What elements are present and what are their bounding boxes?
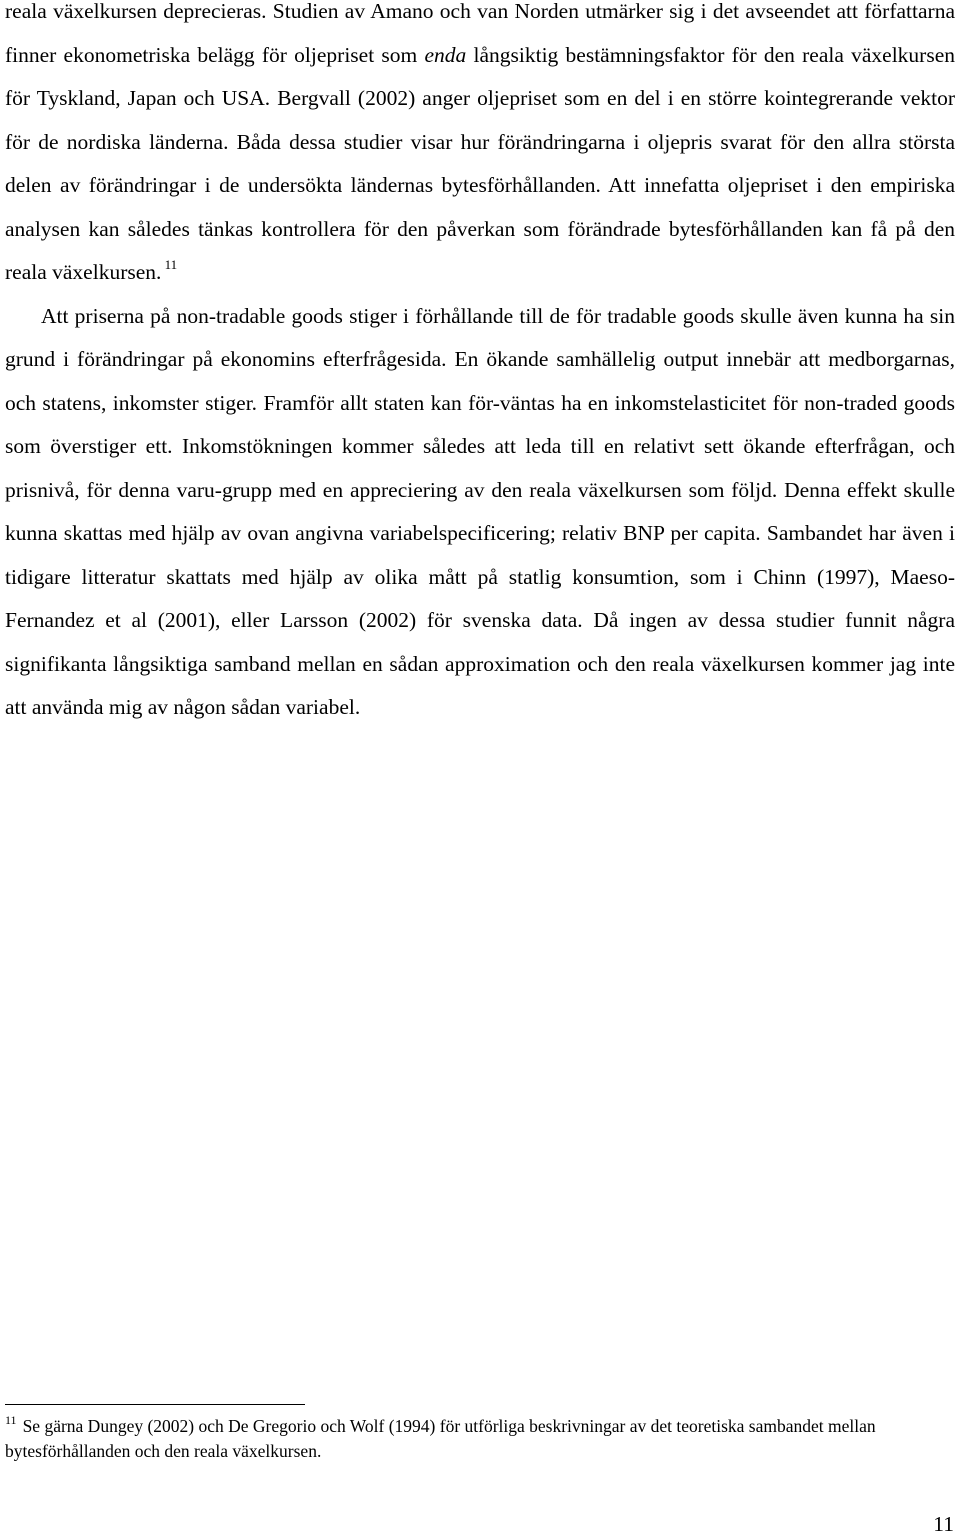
page-number: 11 xyxy=(933,1512,954,1536)
emphasis-enda: enda xyxy=(424,42,467,67)
paragraph-2: Att priserna på non-tradable goods stiger i förhållande till de för tradable goods skulle även kunna ha sin grund i förändringar på ekonomins efterfrågesida. En ökande samhällelig output innebär att medborgarnas, och statens, inkomster stiger. Framför allt staten kan för-väntas ha en inkomstelasticitet för non-traded goods som överstiger ett. Inkomstökningen kommer således att leda till en relativt sett ökande efterfrågan, och prisnivå, för denna varu-grupp med en appreciering av den reala växelkursen som följd. Denna effekt skulle kunna skattas med hjälp av ovan angivna variabelspecificering; relativ BNP per capita. Sambandet har även i tidigare litteratur skattats med hjälp av olika mått på statlig konsumtion, som i Chinn (1997), Maeso-Fernandez et al (2001), eller Larsson (2002) för svenska data. Då ingen av dessa studier funnit några signifikanta långsiktiga samband mellan en sådan approximation och den reala växelkursen kommer jag inte att använda mig av någon sådan variabel. xyxy=(5,303,955,719)
paragraph-1 xyxy=(5,0,955,295)
footnote-reference xyxy=(161,257,177,272)
footnote-reference-number: 11 xyxy=(164,257,178,272)
footnote-number: 11 xyxy=(5,1413,17,1427)
footnote-text: Se gärna Dungey (2002) och De Gregorio och Wolf (1994) för utförliga beskrivningar av det teoretiska sambandet mellan bytesförhållanden och den reala växelkursen. xyxy=(5,1416,876,1461)
footnote-separator xyxy=(5,1404,305,1405)
paragraph-1-text-a: reala växelkursen deprecieras. Studien av Amano och van Norden utmärker sig i det avseendet att författarna finner ekonometriska belägg för oljepriset som xyxy=(5,0,955,67)
footnote xyxy=(5,1414,955,1464)
body-text xyxy=(5,0,955,730)
paragraph-1-text-b: långsiktig bestämningsfaktor för den reala växelkursen för Tyskland, Japan och USA. Bergvall (2002) anger oljepriset som en del i en större kointegrerande vektor för de nordiska länderna. Båda dessa studier visar hur förändringarna i oljepris svarat för den allra största delen av förändringar i de undersökta ländernas bytesförhållanden. Att innefatta oljepriset i den empiriska analysen kan således tänkas kontrollera för den påverkan som förändrade bytesförhållanden kan få på den reala växelkursen. xyxy=(5,42,955,284)
